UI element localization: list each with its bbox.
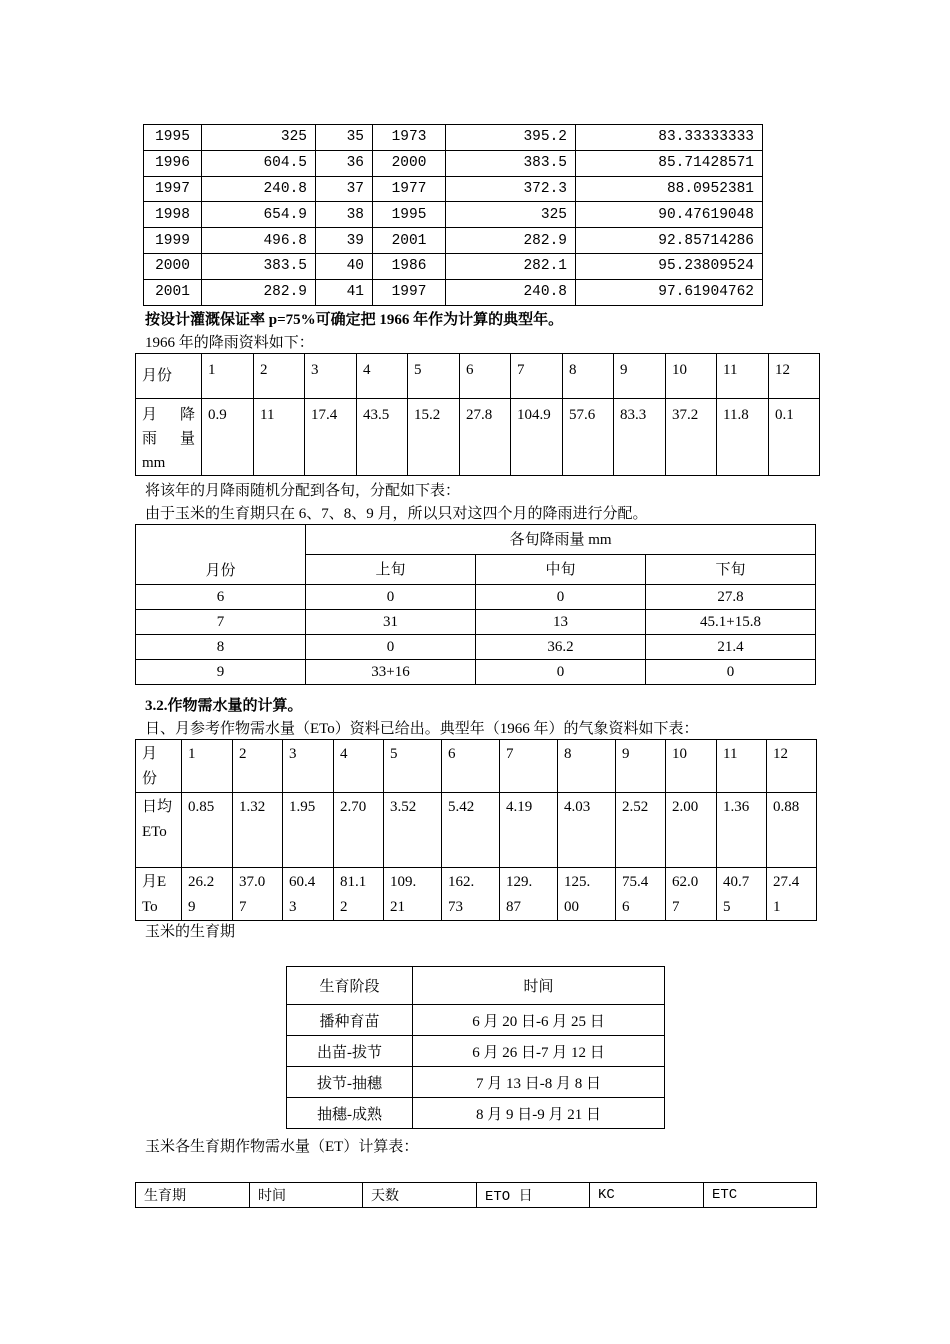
ranking-cell: 383.5 bbox=[202, 253, 316, 279]
eto-month-cell: 10 bbox=[666, 740, 717, 793]
eto-monthly-cell bbox=[442, 868, 500, 921]
dekad-cell: 0 bbox=[306, 585, 476, 610]
dekad-header-upper: 上旬 bbox=[306, 555, 476, 585]
ranking-cell: 2001 bbox=[144, 279, 202, 305]
ranking-cell: 38 bbox=[316, 202, 373, 228]
et-header-cell: 时间 bbox=[250, 1183, 363, 1208]
eto-monthly-cell bbox=[717, 868, 767, 921]
eto-table bbox=[135, 739, 817, 921]
month-header-cell: 4 bbox=[357, 354, 408, 399]
stage-time-cell: 7 月 13 日-8 月 8 日 bbox=[413, 1067, 665, 1098]
dekad-cell: 33+16 bbox=[306, 660, 476, 685]
stage-time-cell: 6 月 26 日-7 月 12 日 bbox=[413, 1036, 665, 1067]
ranking-cell: 240.8 bbox=[202, 176, 316, 202]
ranking-cell: 1997 bbox=[144, 176, 202, 202]
dekad-cell: 0 bbox=[646, 660, 816, 685]
ranking-cell: 92.85714286 bbox=[576, 228, 763, 254]
eto-monthly-value: 81.12 bbox=[340, 874, 367, 915]
rain-value-cell: 83.3 bbox=[614, 399, 666, 476]
month-header-cell: 9 bbox=[614, 354, 666, 399]
table-row bbox=[287, 1067, 665, 1098]
eto-month-cell: 12 bbox=[767, 740, 817, 793]
dekad-cell: 0 bbox=[476, 585, 646, 610]
month-header-cell: 2 bbox=[254, 354, 305, 399]
eto-month-cell: 4 bbox=[334, 740, 384, 793]
eto-monthly-cell bbox=[233, 868, 283, 921]
dekad-cell: 13 bbox=[476, 610, 646, 635]
ranking-cell: 240.8 bbox=[446, 279, 576, 305]
dekad-cell: 0 bbox=[306, 635, 476, 660]
eto-daily-cell: 1.36 bbox=[717, 793, 767, 868]
eto-monthly-value: 37.07 bbox=[239, 874, 266, 915]
eto-daily-cell: 1.32 bbox=[233, 793, 283, 868]
dekad-header-lower: 下旬 bbox=[646, 555, 816, 585]
dekad-cell: 27.8 bbox=[646, 585, 816, 610]
ranking-cell: 1995 bbox=[373, 202, 446, 228]
ranking-cell: 2000 bbox=[144, 253, 202, 279]
ranking-cell: 372.3 bbox=[446, 176, 576, 202]
table-row bbox=[144, 279, 763, 305]
ranking-cell: 1973 bbox=[373, 125, 446, 151]
eto-monthly-value: 26.29 bbox=[188, 874, 215, 915]
eto-daily-cell: 2.00 bbox=[666, 793, 717, 868]
ranking-cell: 282.9 bbox=[446, 228, 576, 254]
dekad-cell: 0 bbox=[476, 660, 646, 685]
month-header-cell: 8 bbox=[563, 354, 614, 399]
eto-monthly-value: 75.46 bbox=[622, 874, 649, 915]
ranking-cell: 282.9 bbox=[202, 279, 316, 305]
dekad-cell: 9 bbox=[136, 660, 306, 685]
eto-label-month: 月份 bbox=[136, 740, 182, 793]
ranking-cell: 39 bbox=[316, 228, 373, 254]
eto-daily-cell: 1.95 bbox=[283, 793, 334, 868]
eto-monthly-cell bbox=[616, 868, 666, 921]
ranking-table bbox=[143, 124, 763, 306]
dekad-cell: 21.4 bbox=[646, 635, 816, 660]
table-row bbox=[144, 202, 763, 228]
ranking-cell: 1997 bbox=[373, 279, 446, 305]
eto-month-cell: 5 bbox=[384, 740, 442, 793]
dekad-rain-table bbox=[135, 524, 816, 685]
table-row bbox=[136, 610, 816, 635]
eto-label-monthly: 月ETo bbox=[136, 868, 182, 921]
eto-month-cell: 11 bbox=[717, 740, 767, 793]
eto-monthly-cell bbox=[182, 868, 233, 921]
month-header-cell: 1 bbox=[202, 354, 254, 399]
eto-month-cell: 2 bbox=[233, 740, 283, 793]
rain-value-cell: 57.6 bbox=[563, 399, 614, 476]
rain-value-cell: 11 bbox=[254, 399, 305, 476]
eto-month-cell: 6 bbox=[442, 740, 500, 793]
stage-cell: 出苗-拔节 bbox=[287, 1036, 413, 1067]
eto-daily-cell: 4.19 bbox=[500, 793, 558, 868]
eto-label-daily: 日均ETo bbox=[136, 793, 182, 868]
eto-daily-cell: 0.85 bbox=[182, 793, 233, 868]
et-header-cell: KC bbox=[590, 1183, 704, 1208]
ranking-cell: 88.0952381 bbox=[576, 176, 763, 202]
growth-stage-table bbox=[286, 966, 665, 1129]
table-row bbox=[144, 125, 763, 151]
eto-month-cell: 8 bbox=[558, 740, 616, 793]
rain-value-cell: 27.8 bbox=[460, 399, 511, 476]
ranking-cell: 654.9 bbox=[202, 202, 316, 228]
rain-value-cell: 43.5 bbox=[357, 399, 408, 476]
ranking-cell: 41 bbox=[316, 279, 373, 305]
table-row bbox=[144, 176, 763, 202]
ranking-cell: 95.23809524 bbox=[576, 253, 763, 279]
eto-monthly-value: 125.00 bbox=[564, 874, 591, 915]
ranking-cell: 325 bbox=[446, 202, 576, 228]
table-row bbox=[136, 585, 816, 610]
ranking-cell: 1977 bbox=[373, 176, 446, 202]
eto-monthly-value: 109.21 bbox=[390, 874, 417, 915]
ranking-cell: 2001 bbox=[373, 228, 446, 254]
eto-month-cell: 3 bbox=[283, 740, 334, 793]
table-row bbox=[136, 635, 816, 660]
month-header-cell: 10 bbox=[666, 354, 717, 399]
eto-intro: 日、月参考作物需水量（ETo）资料已给出。典型年（1966 年）的气象资料如下表： bbox=[145, 721, 699, 737]
month-header-cell: 11 bbox=[717, 354, 769, 399]
eto-daily-cell: 2.70 bbox=[334, 793, 384, 868]
month-label: 月份 bbox=[136, 354, 202, 399]
table-row bbox=[136, 660, 816, 685]
rain-label: 月 降 雨 量 mm bbox=[136, 399, 202, 476]
eto-monthly-value: 60.43 bbox=[289, 874, 316, 915]
eto-monthly-cell bbox=[500, 868, 558, 921]
ranking-cell: 90.47619048 bbox=[576, 202, 763, 228]
dekad-cell: 31 bbox=[306, 610, 476, 635]
month-header-cell: 7 bbox=[511, 354, 563, 399]
rain-value-cell: 15.2 bbox=[408, 399, 460, 476]
ranking-cell: 1995 bbox=[144, 125, 202, 151]
eto-month-cell: 9 bbox=[616, 740, 666, 793]
eto-monthly-cell bbox=[767, 868, 817, 921]
stage-time-cell: 8 月 9 日-9 月 21 日 bbox=[413, 1098, 665, 1129]
dekad-header-group: 各旬降雨量 mm bbox=[306, 525, 816, 555]
ranking-cell: 395.2 bbox=[446, 125, 576, 151]
ranking-cell: 85.71428571 bbox=[576, 150, 763, 176]
ranking-cell: 1998 bbox=[144, 202, 202, 228]
ranking-cell: 496.8 bbox=[202, 228, 316, 254]
rain-value-cell: 17.4 bbox=[305, 399, 357, 476]
dekad-cell: 8 bbox=[136, 635, 306, 660]
table-row bbox=[144, 228, 763, 254]
ranking-cell: 97.61904762 bbox=[576, 279, 763, 305]
table-row bbox=[287, 1098, 665, 1129]
eto-daily-cell: 4.03 bbox=[558, 793, 616, 868]
et-header-cell: 天数 bbox=[363, 1183, 477, 1208]
rain-value-cell: 0.9 bbox=[202, 399, 254, 476]
stage-cell: 拔节-抽穗 bbox=[287, 1067, 413, 1098]
rain-value-cell: 0.1 bbox=[769, 399, 820, 476]
ranking-cell: 383.5 bbox=[446, 150, 576, 176]
rain-intro: 1966 年的降雨资料如下： bbox=[145, 335, 314, 351]
dekad-cell: 6 bbox=[136, 585, 306, 610]
distribute-line-1: 将该年的月降雨随机分配到各旬，分配如下表： bbox=[145, 483, 461, 499]
et-header-cell: ETO 日 bbox=[477, 1183, 590, 1208]
eto-daily-cell: 0.88 bbox=[767, 793, 817, 868]
ranking-cell: 35 bbox=[316, 125, 373, 151]
dekad-cell: 36.2 bbox=[476, 635, 646, 660]
stage-cell: 抽穗-成熟 bbox=[287, 1098, 413, 1129]
stage-time-cell: 6 月 20 日-6 月 25 日 bbox=[413, 1005, 665, 1036]
eto-month-cell: 7 bbox=[500, 740, 558, 793]
et-intro: 玉米各生育期作物需水量（ET）计算表： bbox=[145, 1139, 419, 1155]
eto-monthly-cell bbox=[334, 868, 384, 921]
table-row bbox=[287, 1005, 665, 1036]
eto-monthly-value: 40.75 bbox=[723, 874, 750, 915]
eto-monthly-cell bbox=[666, 868, 717, 921]
eto-daily-cell: 5.42 bbox=[442, 793, 500, 868]
eto-monthly-value: 162.73 bbox=[448, 874, 475, 915]
month-header-cell: 3 bbox=[305, 354, 357, 399]
table-row bbox=[287, 1036, 665, 1067]
ranking-cell: 36 bbox=[316, 150, 373, 176]
et-header-cell: 生育期 bbox=[136, 1183, 250, 1208]
dekad-header-middle: 中旬 bbox=[476, 555, 646, 585]
dekad-cell: 45.1+15.8 bbox=[646, 610, 816, 635]
ranking-cell: 282.1 bbox=[446, 253, 576, 279]
stage-cell: 播种育苗 bbox=[287, 1005, 413, 1036]
month-header-cell: 6 bbox=[460, 354, 511, 399]
monthly-rain-table bbox=[135, 353, 820, 476]
eto-monthly-cell bbox=[283, 868, 334, 921]
stage-header: 生育阶段 bbox=[287, 967, 413, 1005]
eto-monthly-value: 62.07 bbox=[672, 874, 699, 915]
eto-daily-cell: 3.52 bbox=[384, 793, 442, 868]
ranking-cell: 1999 bbox=[144, 228, 202, 254]
ranking-cell: 2000 bbox=[373, 150, 446, 176]
rain-value-cell: 11.8 bbox=[717, 399, 769, 476]
rain-value-cell: 104.9 bbox=[511, 399, 563, 476]
ranking-cell: 37 bbox=[316, 176, 373, 202]
table-row bbox=[144, 150, 763, 176]
eto-monthly-cell bbox=[558, 868, 616, 921]
eto-daily-cell: 2.52 bbox=[616, 793, 666, 868]
month-header-cell: 5 bbox=[408, 354, 460, 399]
ranking-cell: 40 bbox=[316, 253, 373, 279]
ranking-cell: 325 bbox=[202, 125, 316, 151]
section-heading-3-2: 3.2.作物需水量的计算。 bbox=[145, 698, 303, 714]
distribute-line-2: 由于玉米的生育期只在 6、7、8、9 月，所以只对这四个月的降雨进行分配。 bbox=[145, 506, 648, 522]
month-header-cell: 12 bbox=[769, 354, 820, 399]
time-header: 时间 bbox=[413, 967, 665, 1005]
eto-monthly-cell bbox=[384, 868, 442, 921]
ranking-cell: 1996 bbox=[144, 150, 202, 176]
rain-value-cell: 37.2 bbox=[666, 399, 717, 476]
eto-monthly-value: 129.87 bbox=[506, 874, 533, 915]
ranking-cell: 604.5 bbox=[202, 150, 316, 176]
et-calc-table bbox=[135, 1182, 817, 1208]
eto-monthly-value: 27.41 bbox=[773, 874, 800, 915]
et-header-cell: ETC bbox=[704, 1183, 817, 1208]
ranking-cell: 83.33333333 bbox=[576, 125, 763, 151]
eto-month-cell: 1 bbox=[182, 740, 233, 793]
dekad-header-month: 月份 bbox=[136, 525, 306, 585]
dekad-cell: 7 bbox=[136, 610, 306, 635]
design-guarantee-line: 按设计灌溉保证率 p=75%可确定把 1966 年作为计算的典型年。 bbox=[145, 312, 564, 328]
table-row bbox=[144, 253, 763, 279]
growth-title: 玉米的生育期 bbox=[145, 924, 236, 940]
ranking-cell: 1986 bbox=[373, 253, 446, 279]
